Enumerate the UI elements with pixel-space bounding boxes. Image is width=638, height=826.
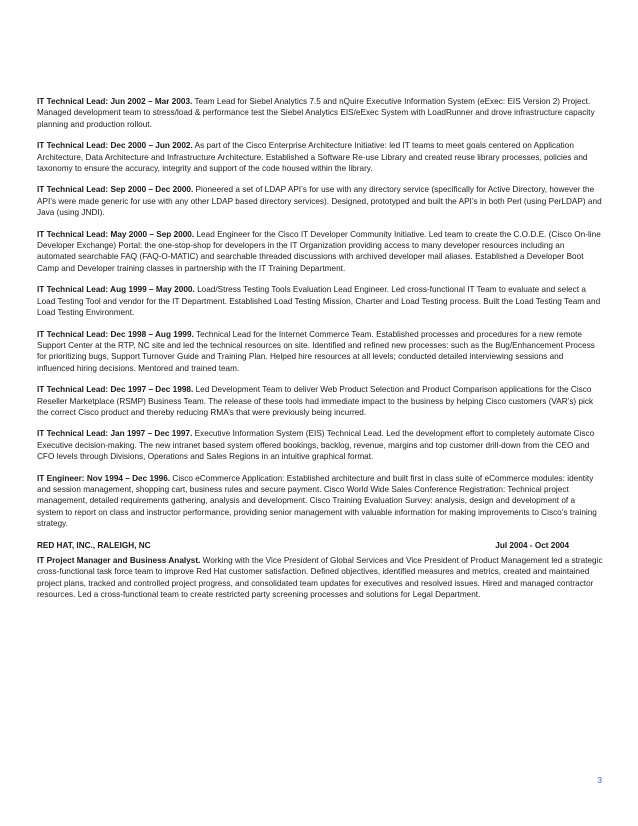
job-entry-8 [37, 428, 603, 462]
job-entry-6 [37, 329, 603, 375]
job-entry-title: IT Engineer: Nov 1994 – Dec 1996. [37, 473, 171, 483]
job-entry-5 [37, 284, 603, 318]
job-entry-title: IT Technical Lead: Dec 1997 – Dec 1998. [37, 385, 194, 395]
job-entry-3 [37, 184, 603, 218]
job-entry-2 [37, 140, 603, 174]
job-entry-description: Executive Information System (EIS) Technical Lead. Led the development effort to completely automate Cisco Executive decision-making. The new intranet based system offered bookings, backlog, revenue, margins and top customer drill-down from the CEO and CFO levels through Divisions, Operations and Sales Regions in an intuitive graphical format. [37, 429, 595, 462]
job-entry-description: Team Lead for Siebel Analytics 7.5 and nQuire Executive Information System (eExec: EIS Version 2) Project. Managed development team to stress/load & performance test the Siebel Analytics EIS/eExec System with LoadRunner and drove infrastructure capacity planning and production rollout. [37, 97, 595, 129]
job-entry-1 [37, 96, 603, 130]
resume-page [37, 96, 603, 611]
job-entry-title: IT Technical Lead: Jan 1997 – Dec 1997. [37, 429, 193, 439]
job-entry-title: IT Technical Lead: Jun 2002 – Mar 2003. [37, 97, 193, 106]
job-entry-description: As part of the Cisco Enterprise Architecture Initiative: led IT teams to meet goals centered on Application Architecture, Data Architecture and Infrastructure Architecture. Established a Software Re-use Library and created reuse library processes, policies and taxonomy to ensure the accuracy, integrity and support of the code housed within the library. [37, 141, 588, 174]
job-entry-description: Technical Lead for the Internet Commerce Team. Established processes and procedures for a new remote Support Center at the RTP, NC site and led the technical resources on site. Identified and refined new processes: such as the Bug/Enhancement Process for prioritizing bugs, Support Turnover Guide and Training Plan. Helped hire resources at all levels; conducted detailed interviewing sessions and influenced hiring decisions. Mentored and trained team. [37, 329, 595, 373]
company-header [37, 540, 603, 551]
job-entry-title: IT Technical Lead: Dec 1998 – Aug 1999. [37, 329, 194, 339]
job-entry-description: Load/Stress Testing Tools Evaluation Lead Engineer. Led cross-functional IT Team to evaluate and select a Load Testing Tool and vendor for the IT Department. Established Load Testing Mission, Charter and Load Testing process. Built the Load Testing Team and Load Testing Environment. [37, 285, 601, 318]
job-entry-description: Pioneered a set of LDAP API’s for use with any directory service (specifically for Active Directory, however the API’s were made generic for use with any other LDAP based directory services). Designed, prototyped and built the API’s in both Perl (using PerLDAP) and Java (using JNDI). [37, 185, 602, 218]
job-entry-description: Lead Engineer for the Cisco IT Developer Community Initiative. Led team to create the C.O.D.E. (Cisco On-line Developer Exchange) Portal: the one-stop-shop for developers in the IT Organization providing access to many developer resources including an automated searchable FAQ (FAQ-O-MATIC) and searchable threaded discussions with archived developer mail aliases. Established a Developer Boot Camp and Developer training classes in partnership with the IT Training Department. [37, 229, 601, 273]
company-dates: Jul 2004 - Oct 2004 [495, 540, 569, 550]
job-entry-title: IT Technical Lead: May 2000 – Sep 2000. [37, 229, 195, 239]
job-entry-title: IT Technical Lead: Dec 2000 – Jun 2002. [37, 141, 193, 151]
job-entry-9 [37, 473, 603, 530]
job-entry-description: Led Development Team to deliver Web Product Selection and Product Comparison applications for the Cisco Reseller Marketplace (RSMP) Business Team. The release of these tools had immediate impact to the business by helping Cisco customers (VAR’s) pick the correct Cisco product and thereby reducing RMA’s that were previously being incurred. [37, 385, 594, 417]
redhat-job-entry [37, 555, 603, 601]
job-entry-title: IT Technical Lead: Sep 2000 – Dec 2000. [37, 185, 194, 195]
job-entry-4 [37, 229, 603, 275]
job-entry-7 [37, 384, 603, 418]
job-entry-title: IT Project Manager and Business Analyst. [37, 556, 201, 565]
job-entry-description: Working with the Vice President of Global Services and Vice President of Product Management led a strategic cross-functional task force team to improve Red Hat customer satisfaction. Defined objectives, identified measures and metrics, created and maintained project plans, tracked and controlled project progress, and consolidated team updates for executives and resolved issues. Hired and managed contractor resources. Led a cross-functional team to create restricted party screening processes and solutions for Legal Department. [37, 556, 603, 600]
page-number: 3 [597, 775, 602, 785]
job-entry-description: Cisco eCommerce Application: Established architecture and built first in class suite of eCommerce modules: identity and session management, shopping cart, business rules and secure payment. Cisco World Wide Sales Conference Registration: Technical project management, detailed requirements gathering, analysis and development. Cisco Training Evaluation Survey: analysis, design and development of a system to report on class and instructor performance, providing senior management with valuable information for making improvements to Cisco’s training strategy. [37, 473, 597, 529]
job-entry-title: IT Technical Lead: Aug 1999 – May 2000. [37, 285, 195, 295]
company-name: RED HAT, INC., RALEIGH, NC [37, 540, 151, 550]
